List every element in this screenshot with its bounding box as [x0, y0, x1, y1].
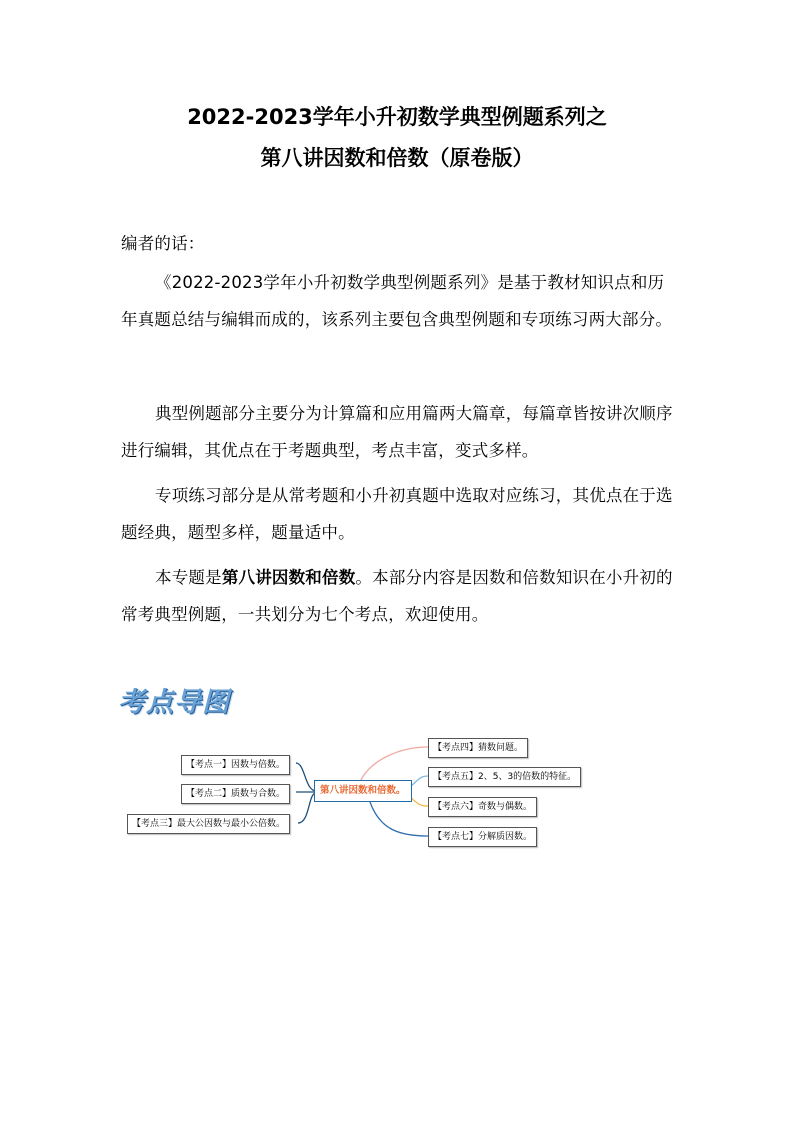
section-title-mindmap: 考点导图: [118, 687, 230, 718]
connector-right-6: [410, 797, 428, 806]
connector-right-5: [410, 776, 428, 787]
connector-right-4: [360, 747, 428, 782]
mindmap-node-point7: 【考点七】分解质因数。: [428, 827, 537, 847]
p4-suffix: 。本部分内容是因数和倍数知识在小升初的常考典型例题，一共划分为七个考点，欢迎使用。: [121, 568, 673, 624]
mindmap-node-point2: 【考点二】质数与合数。: [181, 784, 290, 804]
intro-paragraph-2: 典型例题部分主要分为计算篇和应用篇两大篇章，每篇章皆按讲次顺序进行编辑，其优点在于考题典型，考点丰富，变式多样。: [121, 404, 673, 460]
connector-left-1: [296, 763, 316, 791]
mindmap-node-point1: 【考点一】因数与倍数。: [181, 755, 290, 775]
intro-paragraph-3: 专项练习部分是从常考题和小升初真题中选取对应练习，其优点在于选题经典，题型多样，题量适中。: [121, 486, 673, 542]
mindmap-center-node: 第八讲因数和倍数。: [314, 780, 412, 802]
p4-prefix: 本专题是: [155, 568, 222, 587]
topic-name-bold: 第八讲因数和倍数: [221, 568, 356, 587]
document-title-line1: 2022-2023学年小升初数学典型例题系列之: [187, 105, 607, 129]
mindmap-node-point6: 【考点六】奇数与偶数。: [428, 797, 537, 817]
intro-paragraph-4: [121, 559, 676, 633]
connector-right-7: [370, 802, 428, 836]
mindmap-node-point4: 【考点四】猜数问题。: [428, 738, 528, 758]
editor-note-heading: 编者的话：: [121, 234, 205, 253]
document-title-line2: 第八讲因数和倍数（原卷版）: [260, 146, 534, 170]
intro-paragraph-1: 《2022-2023学年小升初数学典型例题系列》是基于教材知识点和历年真题总结与编辑而成的，该系列主要包含典型例题和专项练习两大部分。: [121, 273, 673, 329]
mindmap-node-point5: 【考点五】2、5、3的倍数的特征。: [428, 767, 581, 787]
mindmap-node-point3: 【考点三】最大公因数与最小公倍数。: [127, 814, 290, 834]
